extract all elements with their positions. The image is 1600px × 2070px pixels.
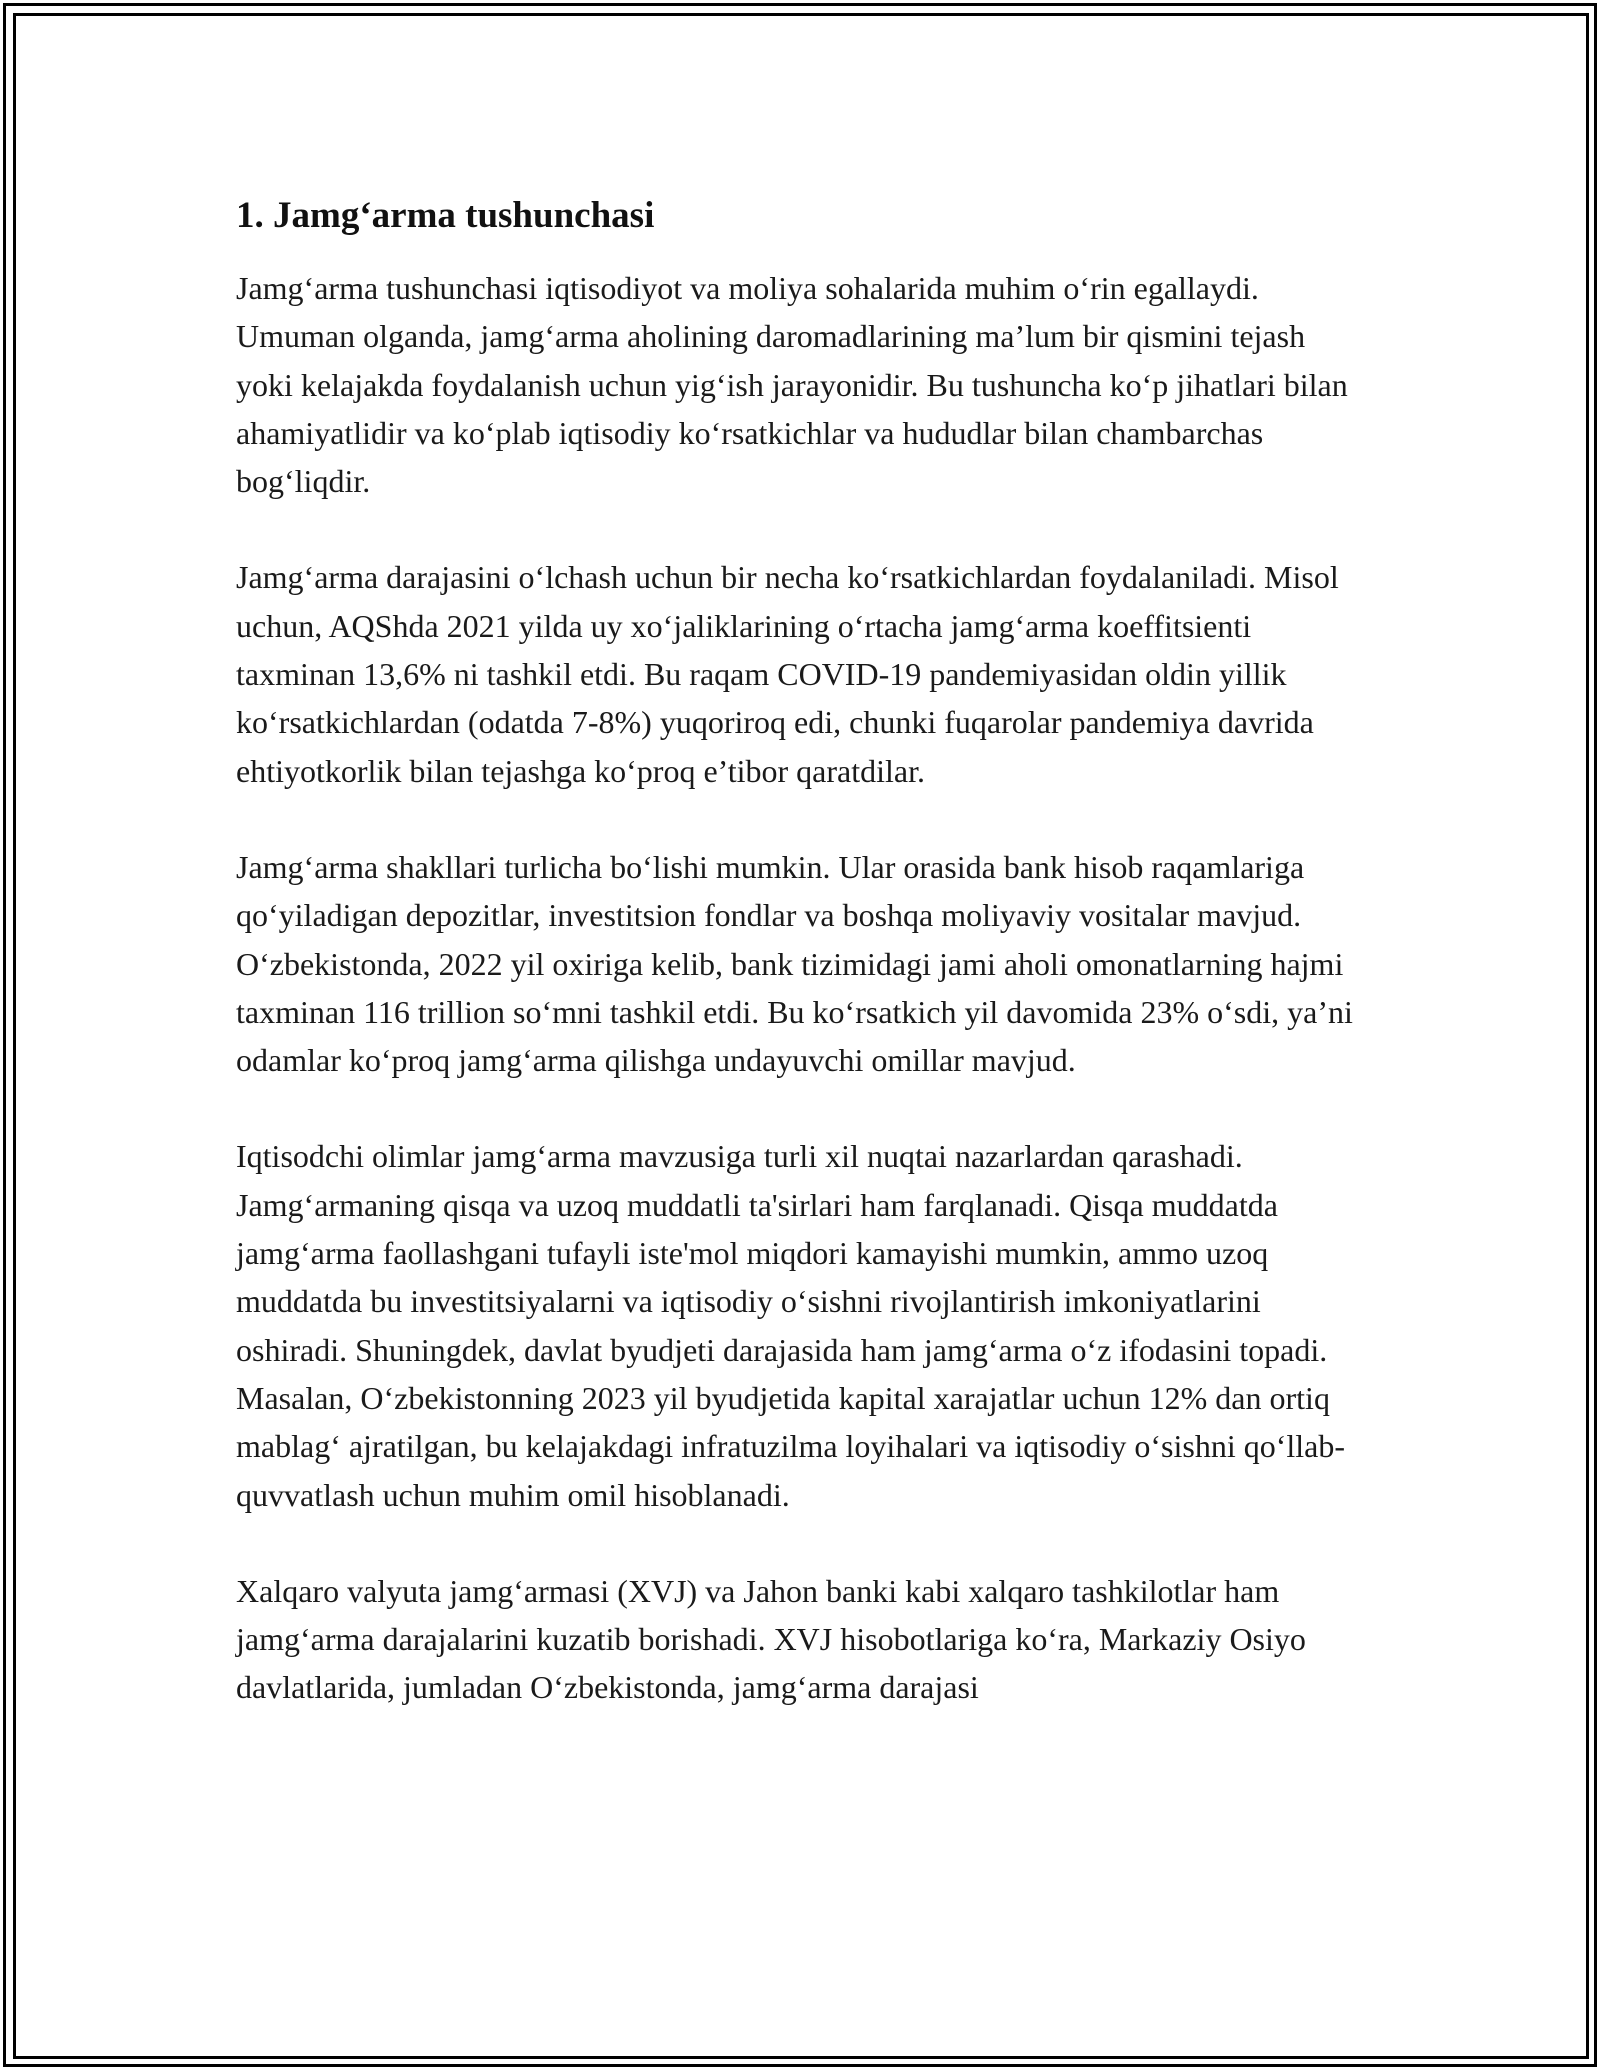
document-body [236, 186, 1366, 1760]
paragraph-5: Xalqaro valyuta jamg‘armasi (XVJ) va Jahon banki kabi xalqaro tashkilotlar ham jamg‘arma darajalarini kuzatib borishadi. XVJ hisobotlariga ko‘ra, Markaziy Osiyo davlatlarida, jumladan O‘zbekistonda, jamg‘arma darajasi [236, 1572, 1306, 1706]
paragraph-1: Jamg‘arma tushunchasi iqtisodiyot va moliya sohalarida muhim o‘rin egallaydi. Umuman olganda, jamg‘arma aholining daromadlarining ma’lum bir qismini tejash yoki kelajakda foydalanish uchun yig‘ish jarayonidir. Bu tushuncha ko‘p jihatlari bilan ahamiyatlidir va ko‘plab iqtisodiy ko‘rsatkichlar va hududlar bilan chambarchas bog‘liqdir. [236, 270, 1348, 500]
section-heading: 1. Jamg‘arma tushunchasi [236, 195, 655, 236]
paragraph-2: Jamg‘arma darajasini o‘lchash uchun bir necha ko‘rsatkichlardan foydalaniladi. Misol uchun, AQShda 2021 yilda uy xo‘jaliklarining o‘rtacha jamg‘arma koeffitsienti taxminan 13,6% ni tashkil etdi. Bu raqam COVID-19 pandemiyasidan oldin yillik ko‘rsatkichlardan (odatda 7-8%) yuqoriroq edi, chunki fuqarolar pandemiya davrida ehtiyotkorlik bilan tejashga ko‘proq e’tibor qaratdilar. [236, 559, 1339, 789]
paragraph-4: Iqtisodchi olimlar jamg‘arma mavzusiga turli xil nuqtai nazarlardan qarashadi. Jamg‘armaning qisqa va uzoq muddatli ta'sirlari ham farqlanadi. Qisqa muddatda jamg‘arma faollashgani tufayli iste'mol miqdori kamayishi mumkin, ammo uzoq muddatda bu investitsiyalarni va iqtisodiy o‘sishni rivojlantirish imkoniyatlarini oshiradi. Shuningdek, davlat byudjeti darajasida ham jamg‘arma o‘z ifodasini topadi. Masalan, O‘zbekistonning 2023 yil byudjetida kapital xarajatlar uchun 12% dan ortiq mablag‘ ajratilgan, bu kelajakdagi infratuzilma loyihalari va iqtisodiy o‘sishni qo‘llab-quvvatlash uchun muhim omil hisoblanadi. [236, 1138, 1346, 1513]
paragraph-3: Jamg‘arma shakllari turlicha bo‘lishi mumkin. Ular orasida bank hisob raqamlariga qo‘yiladigan depozitlar, investitsion fondlar va boshqa moliyaviy vositalar mavjud. O‘zbekistonda, 2022 yil oxiriga kelib, bank tizimidagi jami aholi omonatlarning hajmi taxminan 116 trillion so‘mni tashkil etdi. Bu ko‘rsatkich yil davomida 23% o‘sdi, ya’ni odamlar ko‘proq jamg‘arma qilishga undayuvchi omillar mavjud. [236, 848, 1353, 1079]
